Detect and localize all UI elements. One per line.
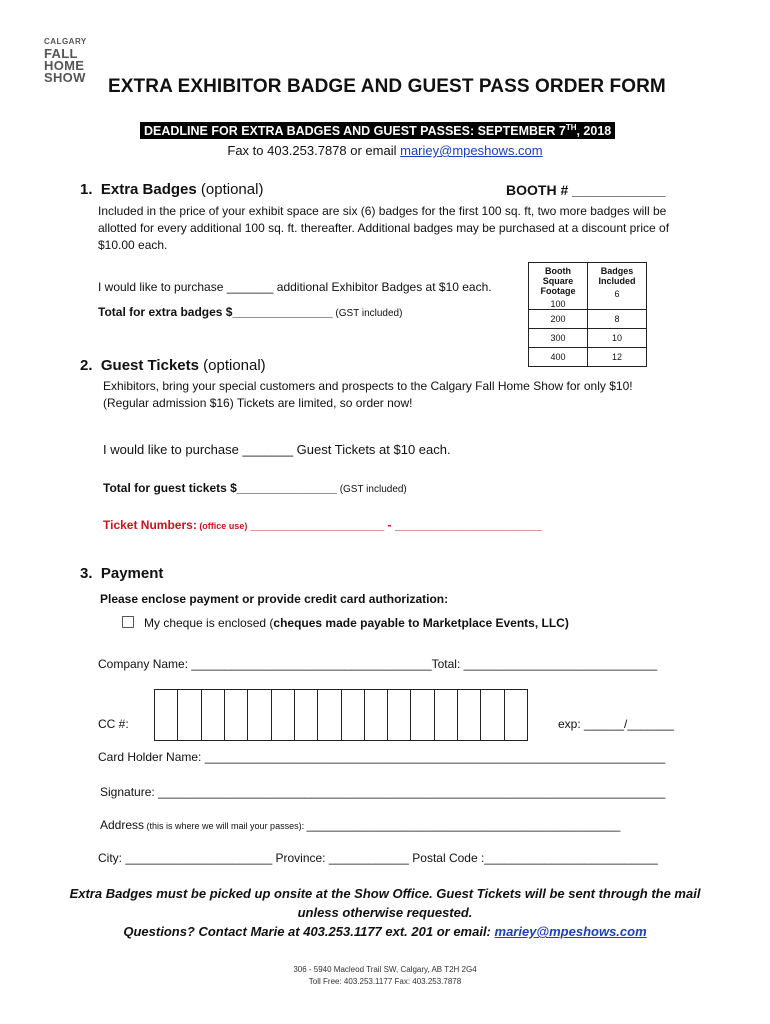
cc-digit-box[interactable] — [202, 690, 225, 740]
logo-line1: CALGARY — [44, 37, 87, 46]
badge-table-header-footage-text: Booth Square Footage — [540, 266, 576, 296]
cc-digit-box[interactable] — [365, 690, 388, 740]
address-label: Address — [100, 818, 145, 832]
badge-table-row-1-badges: 8 — [588, 310, 647, 329]
cc-digit-box[interactable] — [155, 690, 178, 740]
badge-table-row-2-badges: 10 — [588, 329, 647, 348]
fax-line — [0, 143, 770, 158]
badge-table-row-0-badges: 6 — [614, 289, 620, 299]
badge-table-header-badges — [588, 263, 647, 310]
cc-digit-box[interactable] — [505, 690, 527, 740]
section2-heading — [80, 357, 266, 374]
section3-title: Payment — [100, 565, 164, 582]
badge-table-row — [529, 329, 647, 348]
tickets-total-label: Total for guest tickets $_______________ — [103, 481, 337, 495]
cc-digit-box[interactable] — [458, 690, 481, 740]
cc-label: CC #: — [98, 717, 129, 731]
tickets-purchase-line[interactable]: I would like to purchase _______ Guest Tickets at $10 each. — [103, 442, 451, 457]
logo-line4: SHOW — [44, 70, 86, 85]
footer-questions — [0, 924, 770, 939]
exp-field[interactable]: exp: ______/_______ — [558, 717, 675, 731]
section2-number: 2. — [80, 357, 93, 374]
fax-prefix: Fax to 403.253.7878 or email — [227, 143, 401, 158]
fax-email-link[interactable]: mariey@mpeshows.com — [400, 143, 543, 158]
tickets-total[interactable] — [103, 480, 407, 498]
ticket-office-use: (office use) — [196, 521, 248, 531]
cc-digit-box[interactable] — [248, 690, 271, 740]
deadline-banner — [140, 122, 615, 139]
booth-field[interactable]: BOOTH # ____________ — [506, 182, 666, 198]
footer-email-link[interactable]: mariey@mpeshows.com — [494, 924, 647, 939]
ticket-numbers — [103, 517, 542, 535]
company-total-line[interactable]: Company Name: ____________________________________Total: _____________________________ — [98, 657, 658, 671]
badge-table-row — [529, 310, 647, 329]
address-note: (this is where we will mail your passes): — [144, 821, 307, 831]
cc-digit-box[interactable] — [225, 690, 248, 740]
cheque-option[interactable] — [122, 615, 569, 632]
footer-note-line1: Extra Badges must be picked up onsite at the Show Office. Guest Tickets will be sent through the mail — [69, 886, 701, 901]
section1-description: Included in the price of your exhibit space are six (6) badges for the first 100 sq. ft, two more badges will be allotted for every additional 100 sq. ft. thereafter. Additional badges may be purchased at a discount price of $10.00 each. — [98, 204, 670, 252]
ticket-numbers-label: Ticket Numbers: — [103, 518, 197, 532]
section3-number: 3. — [80, 565, 93, 582]
footer-note-line2: unless otherwise requested. — [297, 905, 473, 920]
deadline-sup: TH — [565, 123, 577, 132]
cheque-bold: cheques made payable to Marketplace Events, LLC) — [273, 616, 569, 630]
section2-description: Exhibitors, bring your special customers and prospects to the Calgary Fall Home Show for only $10! (Regular admission $16) Tickets are limited, so order now! — [103, 379, 633, 410]
signature-line[interactable]: Signature: ____________________________________________________________________________ — [100, 785, 666, 799]
badge-table-row — [529, 348, 647, 367]
cc-digit-box[interactable] — [388, 690, 411, 740]
footer-questions-text: Questions? Contact Marie at 403.253.1177 ext. 201 or email: — [123, 924, 495, 939]
cc-digit-box[interactable] — [318, 690, 341, 740]
footer-address: 306 - 5940 Macleod Trail SW, Calgary, AB T2H 2G4 — [293, 965, 477, 974]
address-line[interactable] — [100, 817, 620, 835]
cc-digit-box[interactable] — [481, 690, 504, 740]
cc-digit-box[interactable] — [342, 690, 365, 740]
cc-digit-box[interactable] — [411, 690, 434, 740]
section2-title: Guest Tickets — [100, 357, 199, 374]
ticket-numbers-blank: ____________________ - ______________________ — [250, 518, 542, 532]
page-title: EXTRA EXHIBITOR BADGE AND GUEST PASS ORDER FORM — [108, 76, 666, 97]
badges-total-label: Total for extra badges $_______________ — [98, 305, 333, 319]
logo-line3: HOME — [44, 58, 85, 73]
cc-digit-box[interactable] — [272, 690, 295, 740]
badges-gst: (GST included) — [332, 308, 403, 319]
cc-digit-box[interactable] — [435, 690, 458, 740]
cc-digit-box[interactable] — [178, 690, 201, 740]
address-blank: _______________________________________________ — [306, 818, 621, 832]
badge-table-header-badges-text: Badges Included — [598, 266, 636, 286]
badge-table-row-3-footage: 400 — [529, 348, 588, 367]
cc-number-boxes[interactable] — [154, 689, 528, 741]
cheque-checkbox[interactable] — [122, 616, 134, 628]
badge-table-row-0-footage: 100 — [550, 299, 566, 309]
cc-digit-box[interactable] — [295, 690, 318, 740]
section3-heading — [80, 565, 163, 582]
card-holder-line[interactable]: Card Holder Name: _____________________________________________________________________ — [98, 750, 666, 764]
badges-purchase-line[interactable]: I would like to purchase _______ additional Exhibitor Badges at $10 each. — [98, 280, 492, 294]
badge-table — [528, 262, 647, 367]
section1-heading — [80, 181, 263, 198]
city-province-postal-line[interactable]: City: ______________________ Province: ____________ Postal Code :__________________________ — [98, 851, 658, 865]
badge-table-header-footage — [529, 263, 588, 310]
section1-title: Extra Badges — [100, 181, 197, 198]
badge-table-header — [529, 263, 647, 310]
deadline-text: DEADLINE FOR EXTRA BADGES AND GUEST PASSES: SEPTEMBER 7 — [144, 124, 566, 139]
cheque-text: My cheque is enclosed ( — [144, 616, 274, 630]
badges-total[interactable] — [98, 304, 402, 322]
footer-phones: Toll Free: 403.253.1177 Fax: 403.253.7878 — [308, 977, 462, 986]
section2-optional: (optional) — [198, 357, 266, 374]
payment-instruction: Please enclose payment or provide credit card authorization: — [100, 592, 449, 606]
badge-table-row-3-badges: 12 — [588, 348, 647, 367]
section1-optional: (optional) — [196, 181, 264, 198]
badge-table-row-2-footage: 300 — [529, 329, 588, 348]
logo-line2: FALL — [44, 46, 78, 61]
show-logo — [44, 36, 94, 84]
section1-number: 1. — [80, 181, 93, 198]
tickets-gst: (GST included) — [336, 484, 407, 495]
deadline-year: , 2018 — [576, 124, 612, 139]
badge-table-row-1-footage: 200 — [529, 310, 588, 329]
